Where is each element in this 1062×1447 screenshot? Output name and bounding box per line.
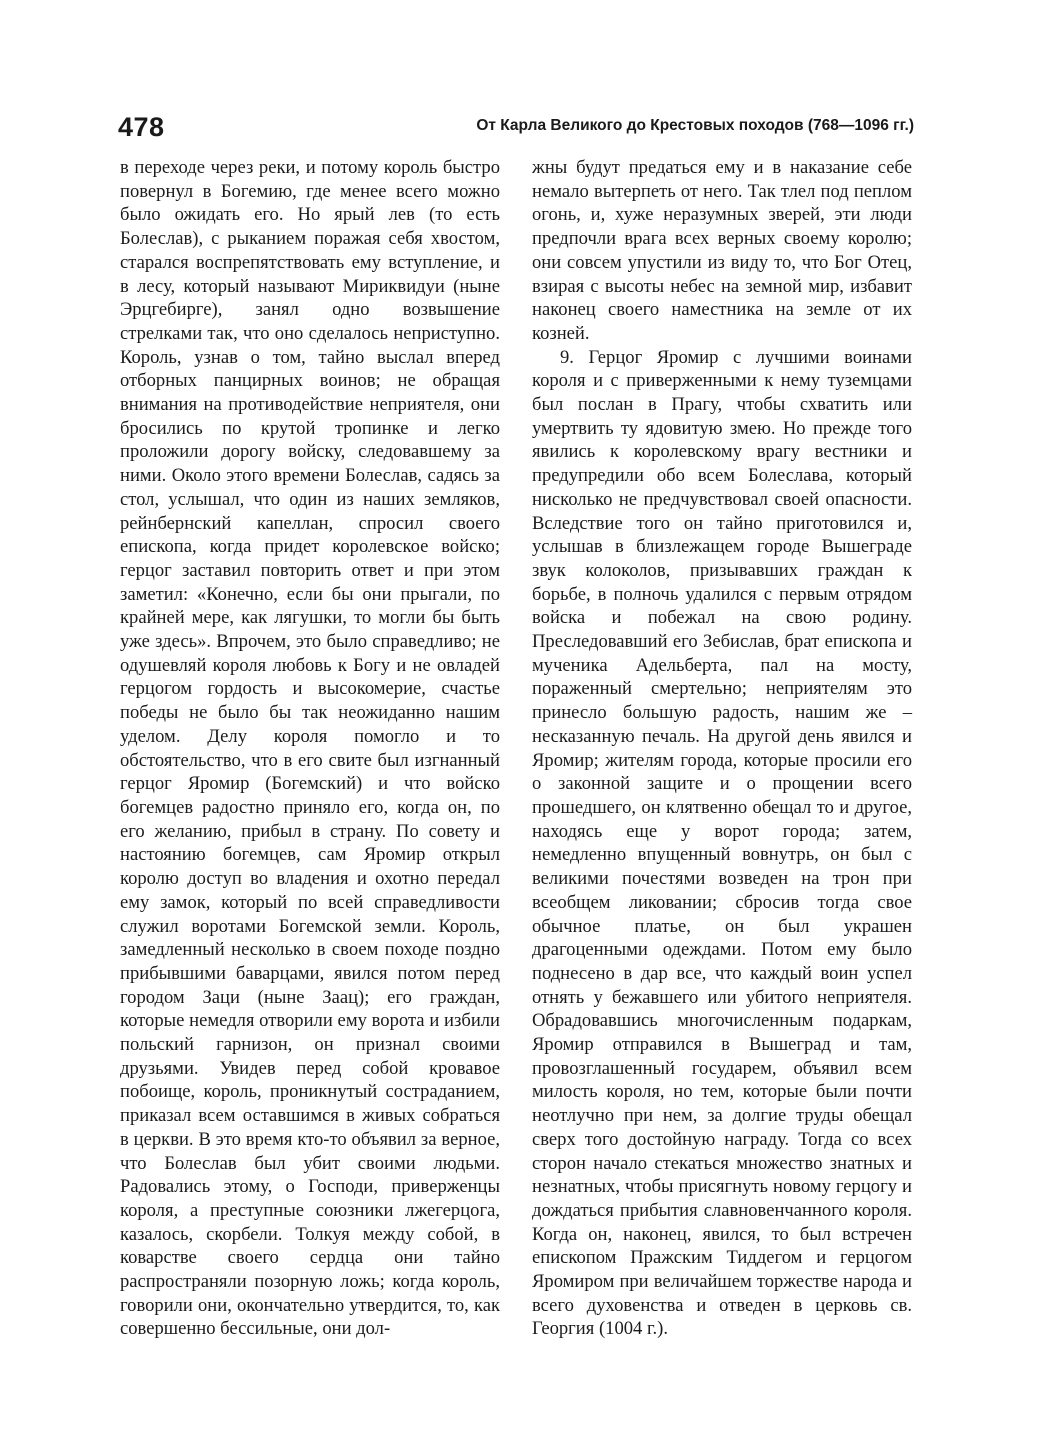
paragraph: в переходе через реки, и потому король быстро повернул в Богемию, где менее всего можно было ожидать его. Но ярый лев (то есть Болеслав), с рыканием поражая себя хвостом, старался воспрепятствовать ему вступление, и в лесу, который называют Мириквидуи (ныне Эрцгебирге), занял одно возвышение стрелками так, что оно сделалось неприступно. Король, узнав о том, тайно выслал вперед отборных панцирных воинов; не обращая внимания на противодействие неприятеля, они бросились по крутой тропинке и легко проложили дорогу войску, следовавшему за ними. Около этого времени Болеслав, садясь за стол, услышал, что один из наших земляков, рейнбернский капеллан, спросил своего епископа, когда придет королевское войско; герцог заставил повторить ответ и при этом заметил: «Конечно, если бы они прыгали, по крайней мере, как лягушки, то могли бы быть уже здесь». Впрочем, это было справедливо; не одушевляй короля любовь к Богу и не овладей герцогом гордость и высокомерие, счастье победы не было бы так неожиданно нашим уделом. Делу короля помогло и то обстоятельство, что в его свите был изгнанный герцог Яромир (Богемский) и что войско богемцев радостно приняло его, когда он, по его желанию, прибыл в страну. По совету и настоянию богемцев, сам Яромир открыл королю доступ во владения и охотно передал ему замок, который по всей справедливости служил воротами Богемской земли. Король, замедленный несколько в своем походе поздно прибывшими баварцами, явился потом перед городом Заци (ныне Заац); его граждан, которые немедля отворили ему ворота и избили польский гарнизон, он признал своими друзьями. Увидев перед собой кровавое побоище, король, проникнутый состраданием, приказал всем оставшимся в живых собраться в церкви. В это время кто-то объявил за верное, что Болеслав был убит своими людьми. Радовались этому, о Господи, приверженцы короля, а преступные союзники лжегерцога, казалось, скорбели. Толкуя между собой, в коварстве своего сердца они тайно распространяли позорную ложь; когда король, говорили они, окончательно утвердится, то, как совершенно бессильные, они дол- [120,157,500,1340]
running-title: От Карла Великого до Крестовых походов (768—1096 гг.) [476,117,914,134]
paragraph: жны будут предаться ему и в наказание себе немало вытерпеть от него. Так тлел под пеплом огонь, и, хуже неразумных зверей, эти люди предпочли врага всех верных своему королю; они совсем упустили из виду то, что Бог Отец, взирая с высоты небес на земной мир, избавит наконец своего наместника на земле от их козней. [532,157,912,344]
paragraph: 9. Герцог Яромир с лучшими воинами короля и с приверженными к нему туземцами был послан в Прагу, чтобы схватить или умертвить ту ядовитую змею. Но прежде того явились к королевскому врагу вестники и предупредили обо всем Болеслава, который нисколько не предчувствовал своей опасности. Вследствие того он тайно приготовился и, услышав в близлежащем городе Вышеграде звук колоколов, призывавших граждан к борьбе, в полночь удалился с первым отрядом войска и побежал на свою родину. Преследовавший его Зебислав, брат епископа и мученика Адельберта, пал на мосту, пораженный смертельно; неприятелям это принесло большую радость, нашим же – несказанную печаль. На другой день явился и Яромир; жителям города, которые просили его о законной защите и о прощении всего прошедшего, он клятвенно обещал то и другое, находясь еще у ворот города; затем, немедленно впущенный вовнутрь, он был с великими почестями возведен на трон при всеобщем ликовании; сбросив тогда свое обычное платье, он был украшен драгоценными одеждами. Потом ему было поднесено в дар все, что каждый воин успел отнять у бежавшего или убитого неприятеля. Обрадовавшись многочисленным подаркам, Яромир отправился в Вышеград и там, провозглашенный государем, объявил всем милость короля, но тем, которые были почти неотлучно при нем, за долгие труды обещал сверх того достойную награду. Тогда со всех сторон начало стекаться множество знатных и незнатных, чтобы присягнуть новому герцогу и дождаться прибытия славновенчанного короля. Когда он, наконец, явился, то был встречен епископом Пражским Тиддегом и герцогом Яромиром при величайшем торжестве народа и всего духовенства и отведен в церковь св. Георгия (1004 г.). [532,346,912,1340]
page-number: 478 [118,112,165,142]
right-column [532,156,912,1341]
left-column [120,156,500,1341]
